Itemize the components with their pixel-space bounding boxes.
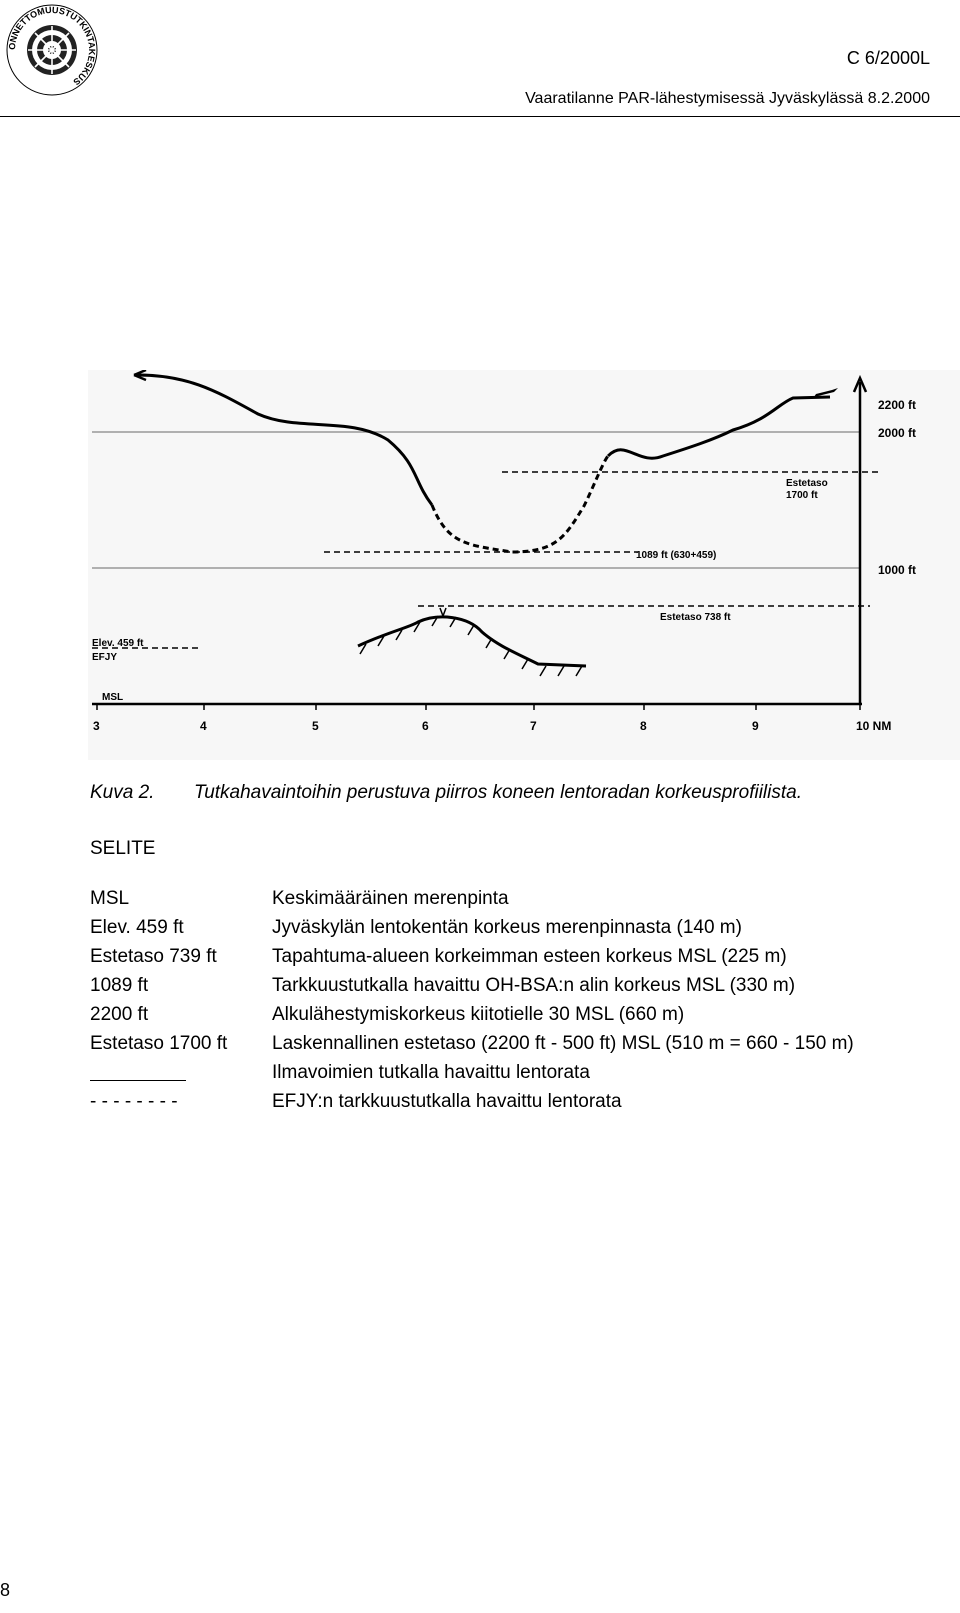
legend-row: [90, 1062, 940, 1091]
estetaso-lower-label: Estetaso 738 ft: [660, 612, 731, 623]
dashed-line-symbol: - - - - - - - -: [90, 1091, 178, 1112]
page-number: 8: [0, 1580, 11, 1600]
caption-label: Kuva 2.: [90, 782, 155, 803]
legend-term: Estetaso 739 ft: [90, 946, 217, 967]
x-tick-label: 5: [312, 719, 319, 733]
legend-desc: Tarkkuustutkalla havaittu OH-BSA:n alin korkeus MSL (330 m): [272, 975, 796, 996]
legend-row: [90, 975, 940, 1004]
legend-term: 2200 ft: [90, 1004, 149, 1025]
document-title: Vaaratilanne PAR-lähestymisessä Jyväskylässä 8.2.2000: [525, 90, 930, 107]
mda-label: 1089 ft (630+459): [636, 550, 717, 561]
x-tick-label: 7: [530, 719, 537, 733]
solid-line-symbol: [90, 1062, 186, 1087]
legend-desc: Jyväskylän lentokentän korkeus merenpinnasta (140 m): [272, 917, 742, 938]
alt-label-2200: 2200 ft: [878, 398, 917, 412]
organization-logo-icon: [4, 2, 100, 98]
figure-caption: [90, 782, 802, 804]
legend-desc: Ilmavoimien tutkalla havaittu lentorata: [272, 1062, 590, 1083]
estetaso-upper-line2: 1700 ft: [786, 490, 818, 501]
legend-list: [90, 888, 940, 1120]
svg-text:ONNETTOMUUSTUTKINTAKESKUS: ONNETTOMUUSTUTKINTAKESKUS: [6, 4, 98, 88]
legend-desc: Laskennallinen estetaso (2200 ft - 500 ft) MSL (510 m = 660 - 150 m): [272, 1033, 854, 1054]
header-divider: [0, 116, 960, 117]
x-tick-label: 3: [93, 719, 100, 733]
alt-label-1000: 1000 ft: [878, 563, 917, 577]
legend-row: [90, 888, 940, 917]
legend-row: [90, 946, 940, 975]
document-code: C 6/2000L: [846, 48, 930, 68]
altitude-profile-figure: [88, 370, 960, 760]
x-tick-label: 6: [422, 719, 429, 733]
legend-row: [90, 1004, 940, 1033]
legend-term: Elev. 459 ft: [90, 917, 184, 938]
legend-desc: Keskimääräinen merenpinta: [272, 888, 509, 909]
legend-term: Estetaso 1700 ft: [90, 1033, 228, 1054]
legend-row: [90, 1091, 940, 1120]
legend-row: [90, 1033, 940, 1062]
msl-label: MSL: [102, 692, 124, 703]
legend-desc: EFJY:n tarkkuustutkalla havaittu lentorata: [272, 1091, 622, 1112]
legend-desc: Alkulähestymiskorkeus kiitotielle 30 MSL (660 m): [272, 1004, 685, 1025]
airport-label: EFJY: [92, 652, 118, 663]
x-tick-label-last: 10 NM: [856, 719, 892, 733]
elev-label: Elev. 459 ft: [92, 638, 144, 649]
caption-text: Tutkahavaintoihin perustuva piirros koneen lentoradan korkeusprofiilista.: [194, 782, 802, 803]
x-tick-label: 8: [640, 719, 647, 733]
legend-term: MSL: [90, 888, 130, 909]
estetaso-upper-line1: Estetaso: [786, 478, 828, 489]
x-tick-label: 9: [752, 719, 759, 733]
legend-title: SELITE: [90, 838, 156, 859]
x-tick-label: 4: [200, 719, 207, 733]
legend-term: 1089 ft: [90, 975, 149, 996]
legend-row: [90, 917, 940, 946]
alt-label-2000: 2000 ft: [878, 426, 917, 440]
legend-desc: Tapahtuma-alueen korkeimman esteen korkeus MSL (225 m): [272, 946, 787, 967]
